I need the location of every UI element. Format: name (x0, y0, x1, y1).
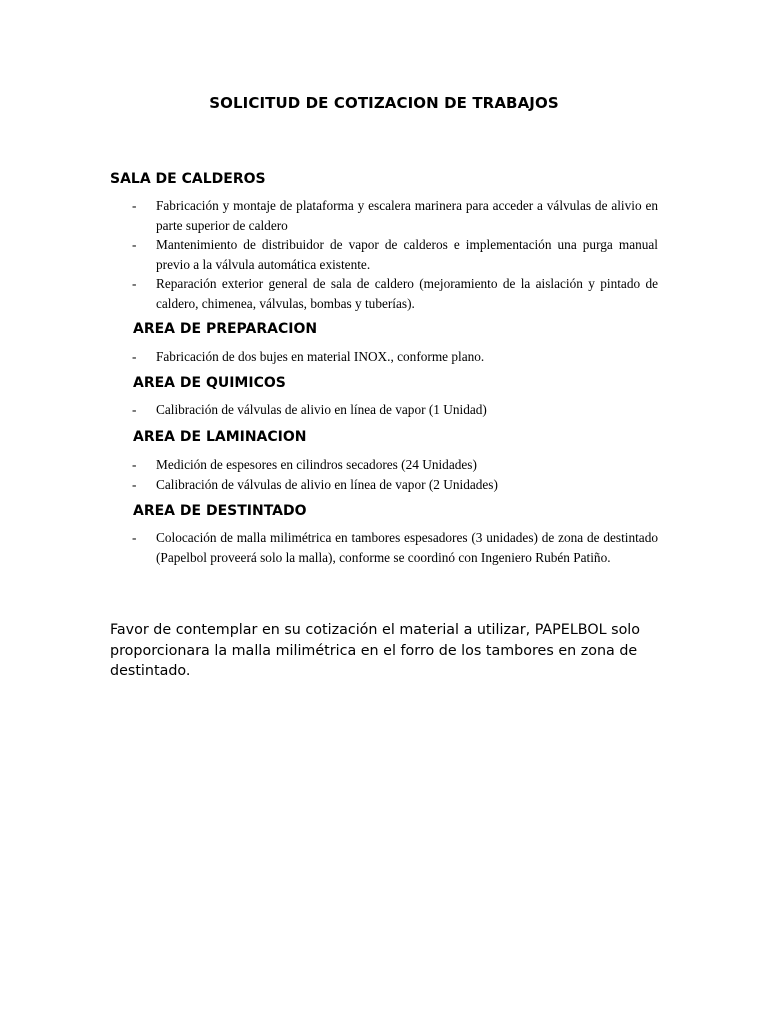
section-list-sala-de-calderos (110, 196, 658, 313)
list-item (110, 347, 658, 367)
section-list-area-de-destintado (110, 528, 658, 567)
section-heading-area-de-preparacion: AREA DE PREPARACION (133, 321, 318, 337)
list-item (110, 475, 658, 495)
list-item-text: Fabricación de dos bujes en material INOX., conforme plano. (156, 349, 485, 364)
list-item-text: Reparación exterior general de sala de caldero (mejoramiento de la aislación y pintado de caldero, chimenea, válvulas, bombas y tuberías). (156, 276, 658, 311)
bullet-dash: - (132, 276, 137, 291)
section-heading-sala-de-calderos: SALA DE CALDEROS (110, 171, 266, 187)
list-item-text: Calibración de válvulas de alivio en línea de vapor (2 Unidades) (156, 476, 498, 492)
list-item-text: Medición de espesores en cilindros secadores (24 Unidades) (156, 457, 477, 472)
list-item-text: Calibración de válvulas de alivio en línea de vapor (1 Unidad) (156, 402, 487, 417)
list-item (110, 400, 658, 420)
bullet-dash: - (132, 457, 137, 472)
bullet-dash: - (132, 530, 137, 545)
list-item-text: Fabricación y montaje de plataforma y escalera marinera para acceder a válvulas de alivio en parte superior de caldero (156, 198, 658, 233)
section-list-area-de-laminacion (110, 455, 658, 494)
bullet-dash: - (132, 349, 137, 364)
bullet-dash: - (132, 237, 137, 252)
list-item (110, 274, 658, 313)
section-heading-area-de-destintado: AREA DE DESTINTADO (133, 503, 307, 519)
section-list-area-de-preparacion (110, 347, 658, 367)
document-title: SOLICITUD DE COTIZACION DE TRABAJOS (209, 94, 559, 112)
list-item (110, 235, 658, 274)
list-item (110, 455, 658, 475)
bullet-dash: - (132, 402, 137, 417)
section-heading-area-de-laminacion: AREA DE LAMINACION (133, 429, 307, 445)
bullet-dash: - (132, 198, 137, 213)
list-item-text: Mantenimiento de distribuidor de vapor de calderos e implementación una purga manual previo a la válvula automática existente. (156, 237, 658, 272)
section-list-area-de-quimicos (110, 400, 658, 420)
bullet-dash: - (132, 476, 137, 492)
list-item-text: Colocación de malla milimétrica en tambores espesadores (3 unidades) de zona de destintado (Papelbol proveerá solo la malla), conforme se coordinó con Ingeniero Rubén Patiño. (156, 530, 658, 565)
list-item (110, 528, 658, 567)
footer-note: Favor de contemplar en su cotización el material a utilizar, PAPELBOL solo proporcionara la malla milimétrica en el forro de los tambores en zona de destintado. (110, 622, 641, 679)
section-heading-area-de-quimicos: AREA DE QUIMICOS (133, 375, 286, 391)
list-item (110, 196, 658, 235)
